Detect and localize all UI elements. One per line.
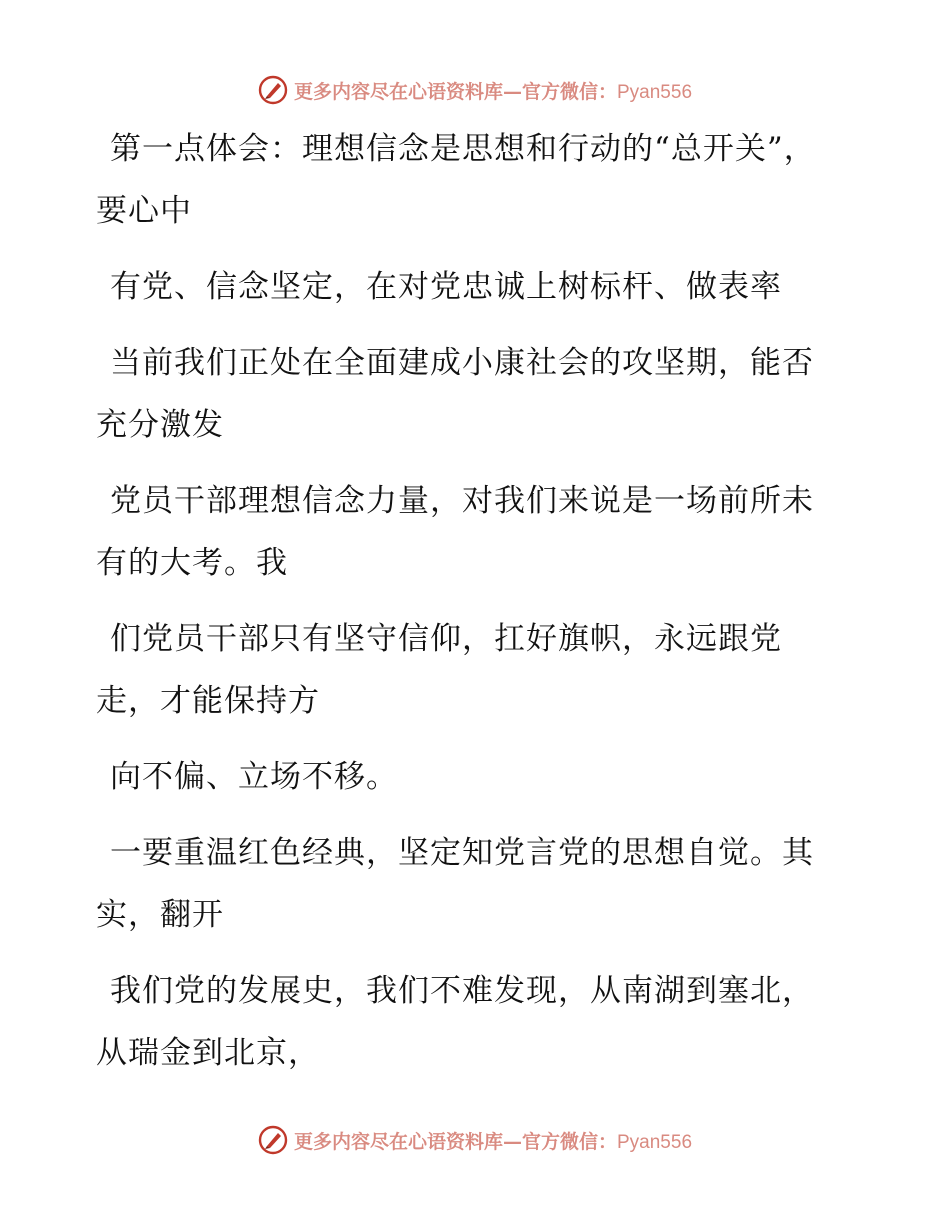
paragraph-5: 们党员干部只有坚守信仰，扛好旗帜，永远跟党走，才能保持方: [96, 621, 782, 719]
paragraph-2: 有党、信念坚定，在对党忠诚上树标杆、做表率: [110, 269, 782, 305]
paragraph-3: 当前我们正处在全面建成小康社会的攻坚期，能否充分激发: [96, 345, 814, 443]
header-banner-wechat: 官方微信：: [521, 80, 617, 103]
header-banner-text: [294, 77, 692, 104]
paragraph-8: 我们党的发展史，我们不难发现，从南湖到塞北，从瑞金到北京，: [96, 973, 814, 1071]
header-banner: [0, 70, 950, 110]
paragraph-1: 第一点体会：理想信念是思想和行动的“总开关”，要心中: [96, 131, 816, 229]
footer-banner-wechat: 官方微信：: [521, 1130, 617, 1153]
header-banner-handle: Pyan556: [617, 81, 693, 103]
footer-banner-main: 更多内容尽在心语资料库: [293, 1130, 503, 1153]
footer-banner-handle: Pyan556: [617, 1131, 693, 1153]
pen-logo-icon: [258, 75, 288, 105]
paragraph-4: 党员干部理想信念力量，对我们来说是一场前所未有的大考。我: [96, 483, 814, 581]
header-banner-dash: —: [502, 80, 522, 103]
paragraph-7: 一要重温红色经典，坚定知党言党的思想自觉。其实，翻开: [96, 835, 814, 933]
paragraph-6: 向不偏、立场不移。: [110, 759, 398, 795]
header-banner-main: 更多内容尽在心语资料库: [293, 80, 503, 103]
footer-banner-text: [294, 1127, 692, 1154]
footer-banner: [0, 1120, 950, 1160]
footer-banner-dash: —: [502, 1130, 522, 1153]
pen-logo-icon: [258, 1125, 288, 1155]
document-body: [96, 118, 836, 1098]
